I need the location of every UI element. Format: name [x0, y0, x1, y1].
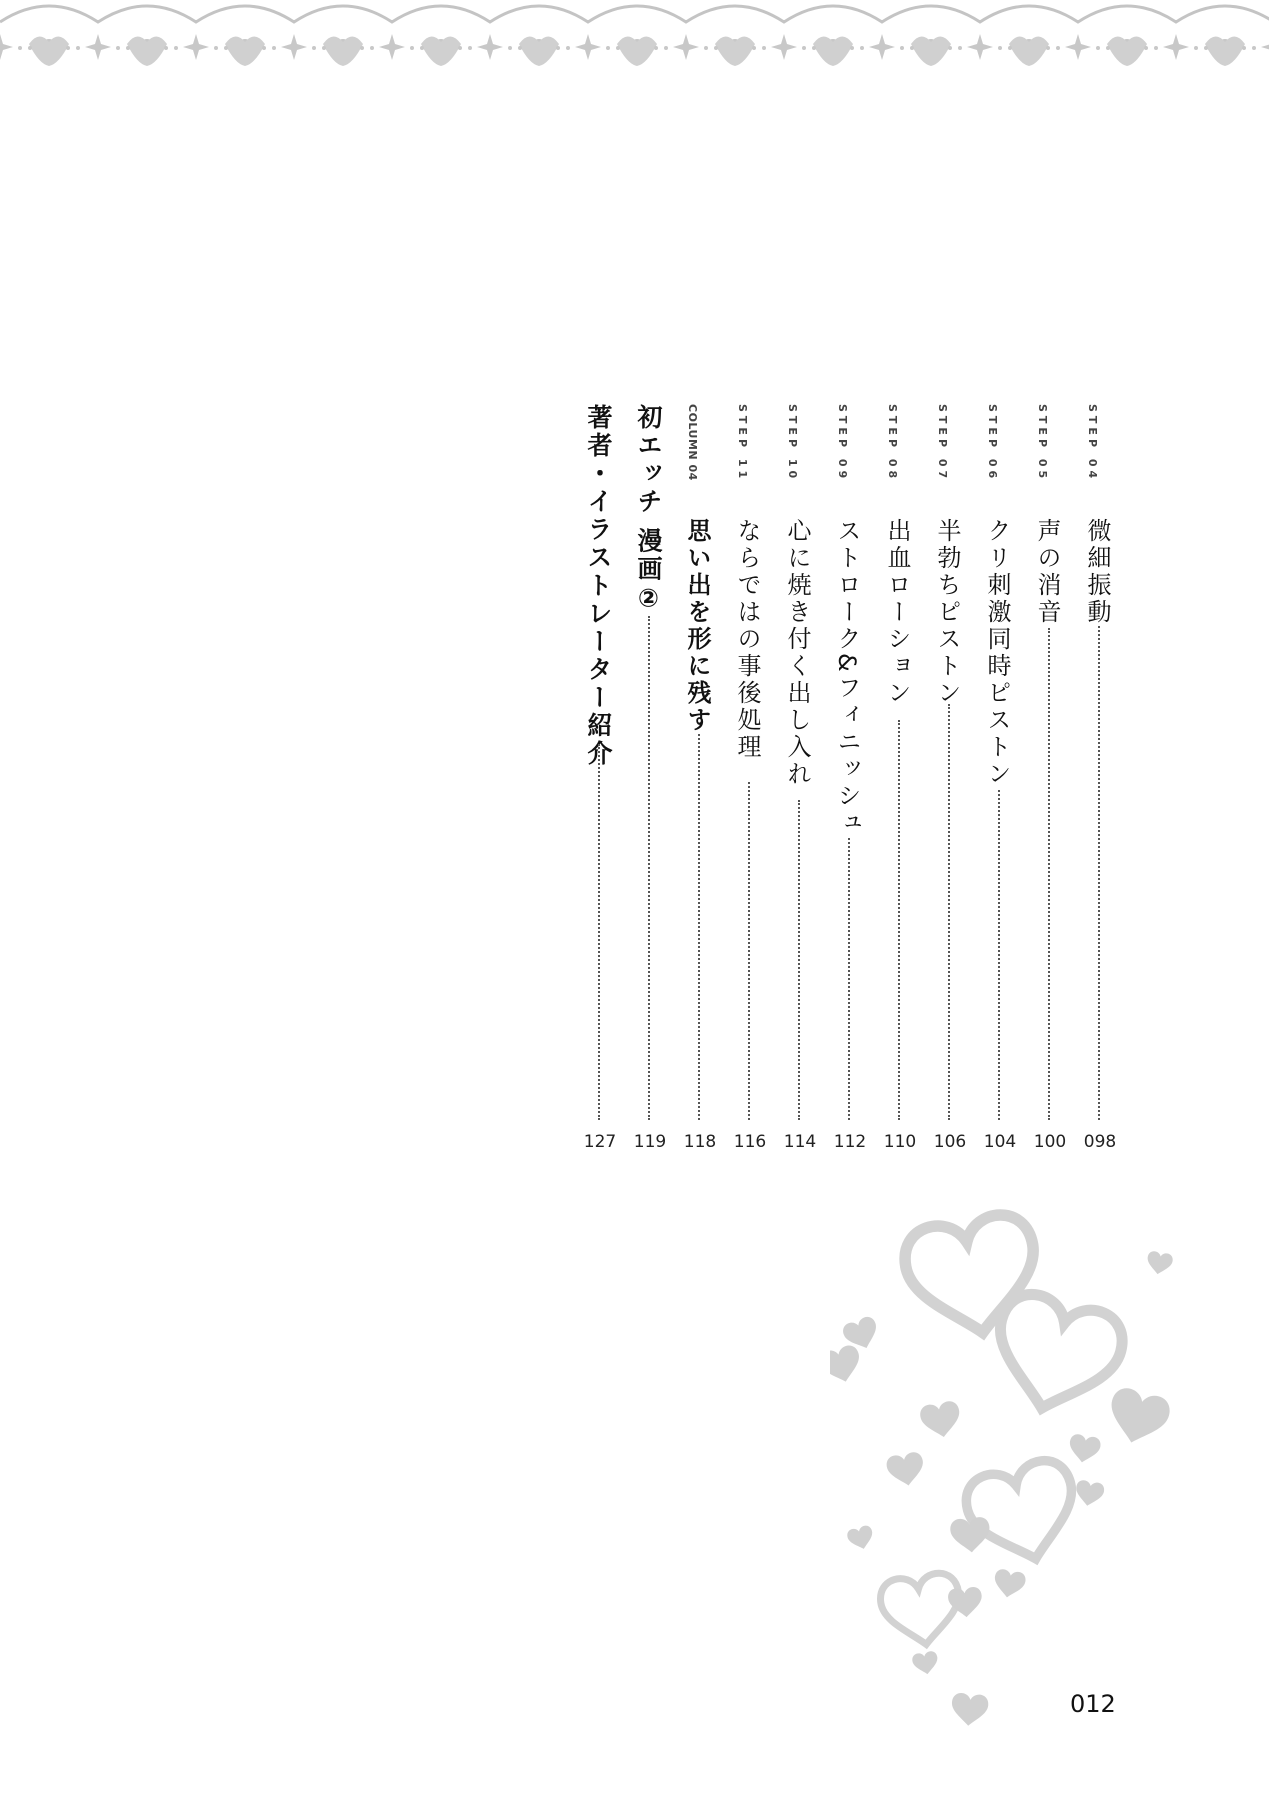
- step-label: STEP 11: [736, 404, 749, 483]
- page-folio: 012: [1070, 1690, 1116, 1718]
- border-dot: [1096, 46, 1100, 50]
- entry-title: クリ刺激同時ピストン: [983, 518, 1011, 788]
- leader-dots: [848, 838, 850, 1120]
- lace-border-ornament: [0, 0, 1269, 90]
- border-dot: [606, 46, 610, 50]
- border-dot: [312, 46, 316, 50]
- step-label: STEP 08: [886, 404, 899, 483]
- border-dot: [762, 46, 766, 50]
- border-dot: [458, 46, 462, 50]
- border-dot: [1242, 46, 1246, 50]
- border-dot: [1144, 46, 1148, 50]
- table-of-contents: [580, 404, 1140, 1164]
- border-dot: [360, 46, 364, 50]
- border-dot: [116, 46, 120, 50]
- hearts-decoration: [830, 1190, 1210, 1750]
- step-label: STEP 07: [936, 404, 949, 483]
- leader-dots: [1098, 626, 1100, 1120]
- border-sparkle: [379, 34, 405, 60]
- leader-dots: [948, 704, 950, 1120]
- toc-entry[interactable]: [1080, 404, 1120, 1164]
- leader-dots: [648, 616, 650, 1120]
- border-dot: [1106, 46, 1110, 50]
- toc-entry[interactable]: [630, 404, 670, 1164]
- leader-dots: [998, 790, 1000, 1120]
- toc-entry[interactable]: [980, 404, 1020, 1164]
- border-dot: [664, 46, 668, 50]
- border-dot: [18, 46, 22, 50]
- border-dot: [174, 46, 178, 50]
- leader-dots: [898, 720, 900, 1120]
- page-number: 112: [833, 1132, 867, 1152]
- border-dot: [1204, 46, 1208, 50]
- entry-title: 半勃ちピストン: [933, 518, 961, 707]
- border-dot: [704, 46, 708, 50]
- page-number: 098: [1083, 1132, 1117, 1152]
- entry-title: ならではの事後処理: [733, 518, 761, 761]
- leader-dots: [798, 800, 800, 1120]
- page-number: 110: [883, 1132, 917, 1152]
- border-sparkle: [1163, 34, 1189, 60]
- page-number: 127: [583, 1132, 617, 1152]
- border-dot: [860, 46, 864, 50]
- toc-entry[interactable]: [580, 404, 620, 1164]
- toc-entry[interactable]: [830, 404, 870, 1164]
- border-dot: [812, 46, 816, 50]
- border-dot: [66, 46, 70, 50]
- entry-title: 思い出を形に残す: [683, 518, 711, 734]
- border-dot: [1056, 46, 1060, 50]
- border-dot: [850, 46, 854, 50]
- border-dot: [214, 46, 218, 50]
- border-dot: [998, 46, 1002, 50]
- step-label: STEP 10: [786, 404, 799, 483]
- border-dot: [1008, 46, 1012, 50]
- entry-title: 初エッチ 漫画②: [634, 404, 663, 616]
- border-dot: [900, 46, 904, 50]
- border-dot: [654, 46, 658, 50]
- border-sparkle: [1261, 34, 1269, 60]
- border-sparkle: [771, 34, 797, 60]
- entry-title: 著者・イラストレーター紹介: [584, 404, 613, 768]
- leader-dots: [598, 744, 600, 1120]
- toc-entry[interactable]: [730, 404, 770, 1164]
- border-dot: [164, 46, 168, 50]
- border-dot: [272, 46, 276, 50]
- border-dot: [508, 46, 512, 50]
- border-dot: [958, 46, 962, 50]
- entry-title: 出血ローション: [883, 518, 911, 707]
- toc-entry[interactable]: [780, 404, 820, 1164]
- border-dot: [76, 46, 80, 50]
- border-sparkle: [0, 34, 13, 60]
- step-label: STEP 09: [836, 404, 849, 483]
- border-dot: [1194, 46, 1198, 50]
- border-sparkle: [869, 34, 895, 60]
- step-label: STEP 05: [1036, 404, 1049, 483]
- page-number: 100: [1033, 1132, 1067, 1152]
- border-dot: [910, 46, 914, 50]
- page-number: 119: [633, 1132, 667, 1152]
- leader-dots: [698, 734, 700, 1120]
- step-label: COLUMN 04: [686, 404, 699, 481]
- border-dot: [28, 46, 32, 50]
- border-dot: [556, 46, 560, 50]
- border-dot: [1046, 46, 1050, 50]
- toc-entry[interactable]: [680, 404, 720, 1164]
- toc-entry[interactable]: [930, 404, 970, 1164]
- entry-title: 声の消音: [1033, 518, 1061, 626]
- page-number: 106: [933, 1132, 967, 1152]
- step-label: STEP 06: [986, 404, 999, 483]
- border-dot: [1252, 46, 1256, 50]
- toc-entry[interactable]: [880, 404, 920, 1164]
- page-number: 118: [683, 1132, 717, 1152]
- page-number: 104: [983, 1132, 1017, 1152]
- border-dot: [616, 46, 620, 50]
- border-dot: [322, 46, 326, 50]
- border-sparkle: [1065, 34, 1091, 60]
- border-dot: [224, 46, 228, 50]
- page-number: 116: [733, 1132, 767, 1152]
- page-number: 114: [783, 1132, 817, 1152]
- leader-dots: [1048, 628, 1050, 1120]
- entry-title: 心に焼き付く出し入れ: [783, 518, 811, 788]
- border-dot: [370, 46, 374, 50]
- step-label: STEP 04: [1086, 404, 1099, 483]
- toc-entry[interactable]: [1030, 404, 1070, 1164]
- border-dot: [410, 46, 414, 50]
- border-dot: [566, 46, 570, 50]
- border-sparkle: [183, 34, 209, 60]
- border-dot: [752, 46, 756, 50]
- border-sparkle: [477, 34, 503, 60]
- border-sparkle: [673, 34, 699, 60]
- border-sparkle: [281, 34, 307, 60]
- border-dot: [714, 46, 718, 50]
- border-dot: [948, 46, 952, 50]
- border-dot: [420, 46, 424, 50]
- border-dot: [262, 46, 266, 50]
- entry-title: 微細振動: [1083, 518, 1111, 626]
- border-sparkle: [85, 34, 111, 60]
- border-dot: [468, 46, 472, 50]
- border-sparkle: [575, 34, 601, 60]
- border-dot: [126, 46, 130, 50]
- border-dot: [518, 46, 522, 50]
- entry-title: ストローク&フィニッシュ: [833, 518, 861, 837]
- border-dot: [1154, 46, 1158, 50]
- border-dot: [802, 46, 806, 50]
- leader-dots: [748, 782, 750, 1120]
- border-sparkle: [967, 34, 993, 60]
